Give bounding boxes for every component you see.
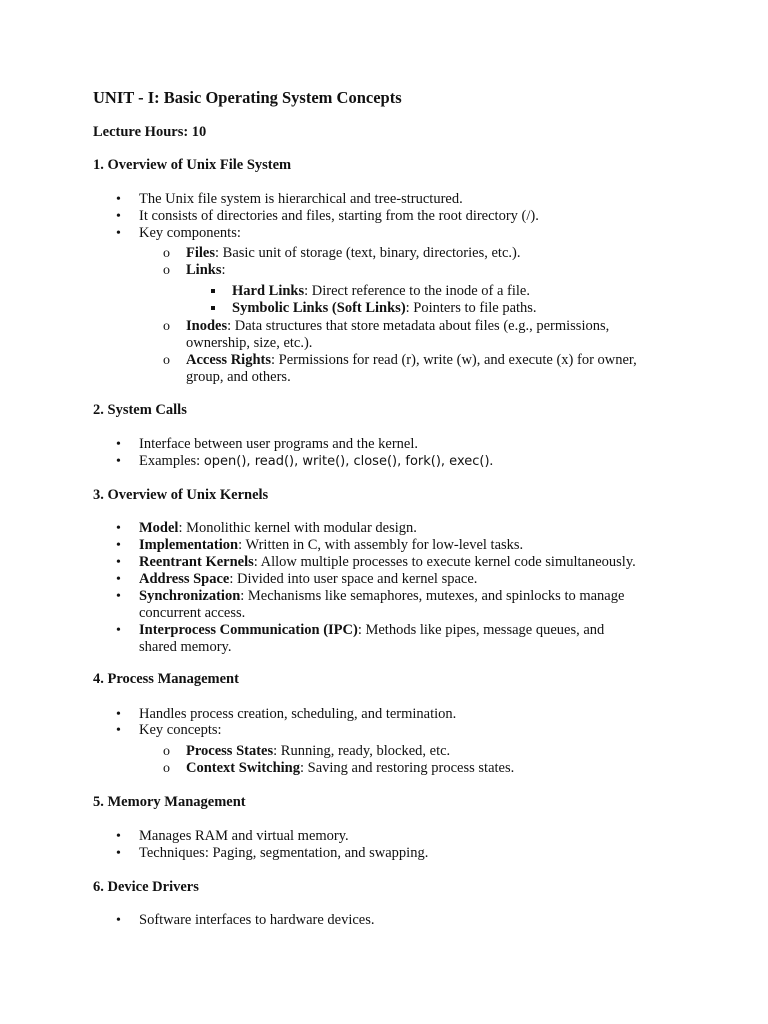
list-item-continuation: shared memory. — [139, 639, 232, 655]
list-item: Key components: — [139, 225, 241, 241]
square-bullet-icon — [211, 289, 215, 293]
circle-bullet-icon: o — [163, 353, 170, 368]
list-item: Implementation: Written in C, with assembly for low-level tasks. — [139, 537, 524, 553]
bullet-icon: • — [116, 846, 121, 861]
circle-bullet-icon: o — [163, 761, 170, 776]
bullet-icon: • — [116, 829, 121, 844]
bullet-icon: • — [116, 707, 121, 722]
section-6-title: 6. Device Drivers — [93, 879, 199, 895]
list-item: Symbolic Links (Soft Links): Pointers to file paths. — [232, 300, 537, 316]
list-item: Reentrant Kernels: Allow multiple processes to execute kernel code simultaneously. — [139, 554, 636, 570]
list-item-continuation: ownership, size, etc.). — [186, 335, 313, 351]
bullet-icon: • — [116, 538, 121, 553]
bullet-icon: • — [116, 437, 121, 452]
list-item: Techniques: Paging, segmentation, and swapping. — [139, 845, 429, 861]
bullet-icon: • — [116, 454, 121, 469]
page-title: UNIT - I: Basic Operating System Concepts — [93, 88, 402, 107]
list-item: Inodes: Data structures that store metadata about files (e.g., permissions, — [186, 318, 610, 334]
circle-bullet-icon: o — [163, 319, 170, 334]
list-item: Key concepts: — [139, 722, 222, 738]
list-item: Process States: Running, ready, blocked, etc. — [186, 743, 451, 759]
section-3-title: 3. Overview of Unix Kernels — [93, 487, 269, 503]
section-1-title: 1. Overview of Unix File System — [93, 157, 292, 173]
bullet-icon: • — [116, 589, 121, 604]
bullet-icon: • — [116, 572, 121, 587]
list-item: The Unix file system is hierarchical and tree-structured. — [139, 191, 463, 207]
list-item: Links: — [186, 262, 226, 278]
bullet-icon: • — [116, 521, 121, 536]
list-item: Examples: open(), read(), write(), close(), fork(), exec(). — [139, 453, 494, 469]
list-item: Access Rights: Permissions for read (r), write (w), and execute (x) for owner, — [186, 352, 637, 368]
list-item: Hard Links: Direct reference to the inode of a file. — [232, 283, 530, 299]
list-item-continuation: concurrent access. — [139, 605, 246, 621]
list-item: Files: Basic unit of storage (text, binary, directories, etc.). — [186, 245, 521, 261]
lecture-hours: Lecture Hours: 10 — [93, 124, 207, 140]
list-item: Synchronization: Mechanisms like semaphores, mutexes, and spinlocks to manage — [139, 588, 625, 604]
list-item: Context Switching: Saving and restoring process states. — [186, 760, 515, 776]
list-item: Interface between user programs and the kernel. — [139, 436, 418, 452]
list-item: It consists of directories and files, starting from the root directory (/). — [139, 208, 539, 224]
bullet-icon: • — [116, 623, 121, 638]
bullet-icon: • — [116, 192, 121, 207]
bullet-icon: • — [116, 913, 121, 928]
list-item: Manages RAM and virtual memory. — [139, 828, 349, 844]
list-item: Software interfaces to hardware devices. — [139, 912, 375, 928]
section-5-title: 5. Memory Management — [93, 794, 246, 810]
circle-bullet-icon: o — [163, 744, 170, 759]
list-item: Model: Monolithic kernel with modular design. — [139, 520, 417, 536]
list-item-continuation: group, and others. — [186, 369, 291, 385]
list-item: Address Space: Divided into user space and kernel space. — [139, 571, 478, 587]
bullet-icon: • — [116, 723, 121, 738]
section-4-title: 4. Process Management — [93, 671, 239, 687]
circle-bullet-icon: o — [163, 263, 170, 278]
bullet-icon: • — [116, 209, 121, 224]
circle-bullet-icon: o — [163, 246, 170, 261]
section-2-title: 2. System Calls — [93, 402, 187, 418]
bullet-icon: • — [116, 555, 121, 570]
list-item: Handles process creation, scheduling, and termination. — [139, 706, 457, 722]
list-item: Interprocess Communication (IPC): Methods like pipes, message queues, and — [139, 622, 605, 638]
bullet-icon: • — [116, 226, 121, 241]
square-bullet-icon — [211, 306, 215, 310]
